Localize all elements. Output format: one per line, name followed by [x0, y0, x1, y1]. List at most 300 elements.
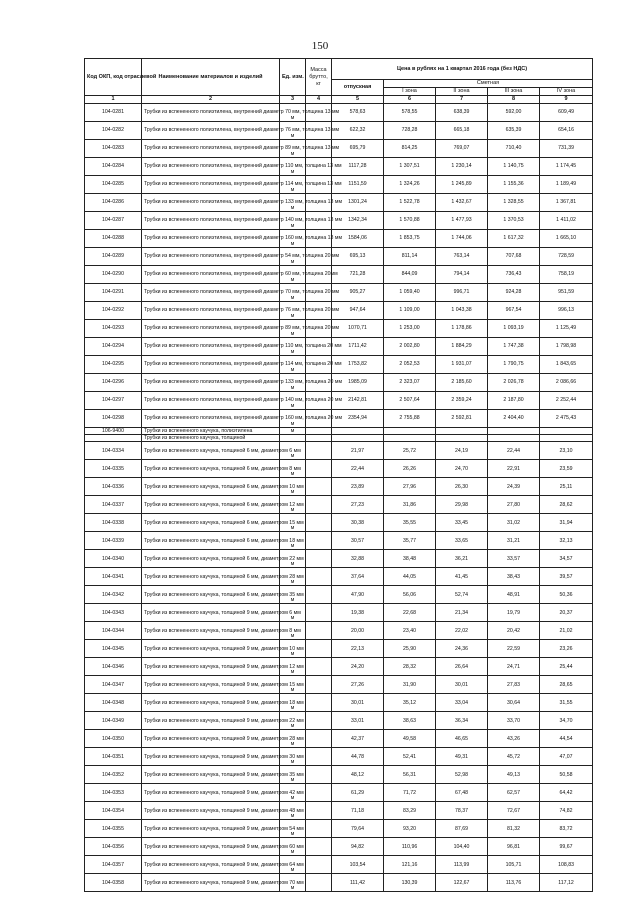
- row-zone-1-price: 2 002,80: [384, 338, 436, 356]
- row-unit: м: [280, 230, 306, 248]
- row-zone-3-price: 96,81: [488, 838, 540, 856]
- row-zone-2-price: 104,40: [436, 838, 488, 856]
- row-code: 104-0341: [85, 568, 142, 586]
- table-row: [85, 730, 593, 748]
- row-zone-4-price: 1 125,49: [540, 320, 593, 338]
- table-row: [85, 194, 593, 212]
- table-row: [85, 622, 593, 640]
- col-number: 4: [306, 96, 332, 104]
- row-release-price: 71,18: [332, 802, 384, 820]
- row-zone-1-price: 27,96: [384, 478, 436, 496]
- row-release-price: 103,54: [332, 856, 384, 874]
- row-code: 104-0289: [85, 248, 142, 266]
- row-mass: [306, 478, 332, 496]
- row-zone-4-price: 1 367,81: [540, 194, 593, 212]
- row-name: Трубки из вспененного каучука, толщиной 9 мм, диаметром 28 мм: [142, 730, 280, 748]
- row-zone-2-price: 665,18: [436, 122, 488, 140]
- row-zone-2-price: [436, 428, 488, 435]
- row-unit: м: [280, 604, 306, 622]
- row-zone-3-price: 1 370,53: [488, 212, 540, 230]
- row-release-price: 30,01: [332, 694, 384, 712]
- table-row: [85, 374, 593, 392]
- row-release-price: 578,63: [332, 104, 384, 122]
- row-zone-1-price: 23,40: [384, 622, 436, 640]
- row-zone-2-price: 1 043,38: [436, 302, 488, 320]
- row-release-price: [332, 428, 384, 435]
- row-code: 104-0298: [85, 410, 142, 428]
- row-zone-3-price: 48,91: [488, 586, 540, 604]
- row-zone-4-price: 1 174,45: [540, 158, 593, 176]
- row-mass: [306, 784, 332, 802]
- row-zone-3-price: 38,43: [488, 568, 540, 586]
- row-name: Трубки из вспененного полиэтилена, внутренний диаметр 160 мм, толщина 20 мм: [142, 410, 280, 428]
- row-unit: м: [280, 874, 306, 892]
- row-zone-1-price: 844,09: [384, 266, 436, 284]
- table-row: [85, 212, 593, 230]
- row-zone-1-price: 1 059,40: [384, 284, 436, 302]
- row-zone-2-price: 26,30: [436, 478, 488, 496]
- header-mass: Масса брутто, кг: [306, 59, 332, 96]
- row-zone-4-price: 34,57: [540, 550, 593, 568]
- row-name: Трубки из вспененного каучука, толщиной 9 мм, диаметром 6 мм: [142, 604, 280, 622]
- row-unit: м: [280, 586, 306, 604]
- row-name: Трубки из вспененного каучука, толщиной 9 мм, диаметром 12 мм: [142, 658, 280, 676]
- row-code: 104-0348: [85, 694, 142, 712]
- row-zone-3-price: 2 404,40: [488, 410, 540, 428]
- header-estimate: Сметная: [384, 80, 593, 88]
- row-zone-1-price: 2 755,88: [384, 410, 436, 428]
- row-code: 104-0356: [85, 838, 142, 856]
- row-zone-2-price: 33,65: [436, 532, 488, 550]
- row-zone-1-price: 49,58: [384, 730, 436, 748]
- col-number: 6: [384, 96, 436, 104]
- row-zone-3-price: 62,57: [488, 784, 540, 802]
- row-zone-4-price: 23,59: [540, 460, 593, 478]
- row-name: Трубки из вспененного полиэтилена, внутренний диаметр 76 мм, толщина 20 мм: [142, 302, 280, 320]
- row-zone-4-price: 1 843,65: [540, 356, 593, 374]
- row-zone-2-price: 2 359,24: [436, 392, 488, 410]
- row-zone-3-price: 1 617,32: [488, 230, 540, 248]
- row-zone-3-price: 924,28: [488, 284, 540, 302]
- row-zone-2-price: 1 931,07: [436, 356, 488, 374]
- row-zone-4-price: 25,44: [540, 658, 593, 676]
- row-zone-1-price: 578,55: [384, 104, 436, 122]
- row-unit: м: [280, 266, 306, 284]
- table-row: [85, 820, 593, 838]
- row-release-price: 30,38: [332, 514, 384, 532]
- row-unit: м: [280, 284, 306, 302]
- row-release-price: 44,78: [332, 748, 384, 766]
- row-code: 104-0335: [85, 460, 142, 478]
- row-code: 104-0358: [85, 874, 142, 892]
- row-zone-3-price: 2 187,80: [488, 392, 540, 410]
- row-zone-2-price: [436, 435, 488, 442]
- row-code: 104-0291: [85, 284, 142, 302]
- row-release-price: 2142,81: [332, 392, 384, 410]
- row-mass: [306, 532, 332, 550]
- row-zone-1-price: [384, 435, 436, 442]
- header-zone-3: III зона: [488, 88, 540, 96]
- row-zone-4-price: 74,82: [540, 802, 593, 820]
- row-zone-2-price: 996,71: [436, 284, 488, 302]
- row-name: Трубки из вспененного полиэтилена, внутренний диаметр 140 мм, толщина 20 мм: [142, 392, 280, 410]
- row-code: 104-0357: [85, 856, 142, 874]
- row-name: Трубки из вспененного полиэтилена, внутренний диаметр 70 мм, толщина 20 мм: [142, 284, 280, 302]
- row-name: Трубки из вспененного каучука, толщиной 6 мм, диаметром 8 мм: [142, 460, 280, 478]
- row-code: 104-0293: [85, 320, 142, 338]
- row-zone-4-price: 83,72: [540, 820, 593, 838]
- row-code: 104-0283: [85, 140, 142, 158]
- row-zone-4-price: 64,42: [540, 784, 593, 802]
- row-zone-2-price: 1 432,67: [436, 194, 488, 212]
- row-name: Трубки из вспененного полиэтилена, внутренний диаметр 60 мм, толщина 20мм: [142, 266, 280, 284]
- row-zone-3-price: 592,00: [488, 104, 540, 122]
- table-row: [85, 712, 593, 730]
- row-zone-4-price: 117,12: [540, 874, 593, 892]
- row-zone-2-price: 26,64: [436, 658, 488, 676]
- table-row: [85, 248, 593, 266]
- row-zone-1-price: 1 853,75: [384, 230, 436, 248]
- row-name: Трубки из вспененного полиэтилена, внутренний диаметр 140 мм, толщина 13 мм: [142, 212, 280, 230]
- row-release-price: 27,23: [332, 496, 384, 514]
- row-code: 104-0340: [85, 550, 142, 568]
- row-zone-4-price: 31,94: [540, 514, 593, 532]
- row-mass: [306, 766, 332, 784]
- row-zone-1-price: 1 253,00: [384, 320, 436, 338]
- row-unit: м: [280, 338, 306, 356]
- row-mass: [306, 568, 332, 586]
- header-unit: Ед. изм.: [280, 59, 306, 96]
- row-zone-1-price: 31,86: [384, 496, 436, 514]
- row-zone-4-price: 47,07: [540, 748, 593, 766]
- row-zone-4-price: [540, 435, 593, 442]
- row-release-price: 111,42: [332, 874, 384, 892]
- header-zone-2: II зона: [436, 88, 488, 96]
- row-zone-4-price: 50,36: [540, 586, 593, 604]
- header-price-group: Цена в рублях на 1 квартал 2016 года (без НДС): [332, 59, 593, 80]
- row-zone-4-price: 2 475,43: [540, 410, 593, 428]
- table-row: [85, 784, 593, 802]
- col-number: 2: [142, 96, 280, 104]
- row-unit: м: [280, 392, 306, 410]
- row-zone-3-price: 22,59: [488, 640, 540, 658]
- row-zone-2-price: 36,21: [436, 550, 488, 568]
- col-number: 7: [436, 96, 488, 104]
- row-zone-4-price: 50,58: [540, 766, 593, 784]
- row-unit: м: [280, 140, 306, 158]
- row-mass: [306, 712, 332, 730]
- row-zone-3-price: 1 155,36: [488, 176, 540, 194]
- row-name: Трубки из вспененного каучука, толщиной 6 мм, диаметром 28 мм: [142, 568, 280, 586]
- row-name: Трубки из вспененного каучука, толщиной 9 мм, диаметром 42 мм: [142, 784, 280, 802]
- row-mass: [306, 496, 332, 514]
- table-row: [85, 874, 593, 892]
- row-unit: м: [280, 514, 306, 532]
- row-zone-1-price: 1 109,00: [384, 302, 436, 320]
- row-zone-2-price: 78,37: [436, 802, 488, 820]
- row-unit: м: [280, 730, 306, 748]
- row-zone-4-price: 34,70: [540, 712, 593, 730]
- row-release-price: 37,64: [332, 568, 384, 586]
- row-zone-4-price: 28,65: [540, 676, 593, 694]
- row-name: Трубки из вспененного каучука, толщиной 9 мм, диаметром 60 мм: [142, 838, 280, 856]
- row-name: Трубки из вспененного полиэтилена, внутренний диаметр 110 мм, толщина 13 мм: [142, 158, 280, 176]
- row-release-price: 947,64: [332, 302, 384, 320]
- row-zone-3-price: 45,72: [488, 748, 540, 766]
- row-zone-1-price: 71,72: [384, 784, 436, 802]
- row-mass: [306, 820, 332, 838]
- row-zone-3-price: 707,68: [488, 248, 540, 266]
- row-zone-4-price: 20,37: [540, 604, 593, 622]
- row-unit: м: [280, 766, 306, 784]
- row-name: Трубки из вспененного каучука, толщиной 9 мм, диаметром 70 мм: [142, 874, 280, 892]
- row-release-price: 1151,59: [332, 176, 384, 194]
- row-zone-3-price: 22,91: [488, 460, 540, 478]
- row-unit: м: [280, 158, 306, 176]
- row-zone-3-price: 1 790,75: [488, 356, 540, 374]
- row-release-price: 22,44: [332, 460, 384, 478]
- row-zone-2-price: 794,14: [436, 266, 488, 284]
- row-zone-1-price: 56,31: [384, 766, 436, 784]
- row-code: 104-0284: [85, 158, 142, 176]
- table-row: [85, 435, 593, 442]
- row-mass: [306, 748, 332, 766]
- table-row: [85, 478, 593, 496]
- row-zone-2-price: 30,01: [436, 676, 488, 694]
- row-unit: м: [280, 568, 306, 586]
- row-release-price: 24,20: [332, 658, 384, 676]
- row-zone-3-price: 1 328,55: [488, 194, 540, 212]
- row-zone-1-price: 811,14: [384, 248, 436, 266]
- row-name: Трубки из вспененного каучука, толщиной 9 мм, диаметром 54 мм: [142, 820, 280, 838]
- table-row: [85, 586, 593, 604]
- row-zone-2-price: 41,45: [436, 568, 488, 586]
- row-zone-3-price: 22,44: [488, 442, 540, 460]
- row-zone-4-price: 21,02: [540, 622, 593, 640]
- row-zone-2-price: 22,02: [436, 622, 488, 640]
- row-release-price: 695,13: [332, 248, 384, 266]
- row-name: Трубки из вспененного каучука, толщиной 9 мм, диаметром 48 мм: [142, 802, 280, 820]
- row-release-price: 79,64: [332, 820, 384, 838]
- row-unit: м: [280, 712, 306, 730]
- col-number: 9: [540, 96, 593, 104]
- row-release-price: 721,28: [332, 266, 384, 284]
- row-mass: [306, 640, 332, 658]
- row-zone-1-price: 1 324,26: [384, 176, 436, 194]
- row-name: Трубки из вспененного полиэтилена, внутренний диаметр 76 мм, толщина 13 мм: [142, 122, 280, 140]
- table-row: [85, 658, 593, 676]
- row-release-price: 32,88: [332, 550, 384, 568]
- row-code: 104-0294: [85, 338, 142, 356]
- header-zone-1: I зона: [384, 88, 436, 96]
- row-zone-3-price: 31,02: [488, 514, 540, 532]
- header-code: Код ОКП, код отраслевой: [85, 59, 142, 96]
- row-mass: [306, 514, 332, 532]
- row-zone-2-price: 24,36: [436, 640, 488, 658]
- row-unit: м: [280, 460, 306, 478]
- row-name: Трубки из вспененного полиэтилена, внутренний диаметр 114 мм, толщина 13 мм: [142, 176, 280, 194]
- row-name: Трубки из вспененного каучука, толщиной 6 мм, диаметром 22 мм: [142, 550, 280, 568]
- row-release-price: [332, 435, 384, 442]
- row-zone-4-price: 1 411,02: [540, 212, 593, 230]
- row-zone-4-price: 23,10: [540, 442, 593, 460]
- row-name: Трубки из вспененного каучука, толщиной 6 мм, диаметром 15 мм: [142, 514, 280, 532]
- table-row: [85, 356, 593, 374]
- row-zone-1-price: 130,39: [384, 874, 436, 892]
- row-unit: м: [280, 478, 306, 496]
- row-zone-3-price: 113,76: [488, 874, 540, 892]
- row-mass: [306, 856, 332, 874]
- row-zone-1-price: 44,05: [384, 568, 436, 586]
- table-row: [85, 802, 593, 820]
- row-zone-2-price: 1 744,06: [436, 230, 488, 248]
- row-name: Трубки из вспененного каучука, толщиной 9 мм, диаметром 15 мм: [142, 676, 280, 694]
- row-unit: м: [280, 856, 306, 874]
- row-unit: м: [280, 694, 306, 712]
- row-mass: [306, 435, 332, 442]
- table-row: [85, 122, 593, 140]
- row-release-price: 42,37: [332, 730, 384, 748]
- row-mass: [306, 550, 332, 568]
- row-zone-1-price: 56,06: [384, 586, 436, 604]
- row-name: Трубки из вспененного полиэтилена, внутренний диаметр 133 мм, толщина 13 мм: [142, 194, 280, 212]
- row-zone-3-price: 24,71: [488, 658, 540, 676]
- row-zone-4-price: 654,16: [540, 122, 593, 140]
- table-row: [85, 460, 593, 478]
- row-release-price: 33,01: [332, 712, 384, 730]
- row-zone-1-price: 1 522,78: [384, 194, 436, 212]
- row-mass: [306, 802, 332, 820]
- row-zone-3-price: 736,43: [488, 266, 540, 284]
- row-code: 104-0288: [85, 230, 142, 248]
- row-release-price: 23,89: [332, 478, 384, 496]
- row-zone-2-price: 1 477,93: [436, 212, 488, 230]
- row-code: 104-0352: [85, 766, 142, 784]
- table-row: [85, 176, 593, 194]
- row-zone-3-price: 967,54: [488, 302, 540, 320]
- row-zone-1-price: 31,90: [384, 676, 436, 694]
- table-row: [85, 676, 593, 694]
- row-code: 106-9400: [85, 428, 142, 435]
- row-zone-2-price: 33,45: [436, 514, 488, 532]
- row-zone-4-price: 758,19: [540, 266, 593, 284]
- row-name: Трубки из вспененного каучука, толщиной 6 мм, диаметром 18 мм: [142, 532, 280, 550]
- row-zone-3-price: 27,80: [488, 496, 540, 514]
- row-zone-2-price: 113,99: [436, 856, 488, 874]
- row-zone-3-price: 105,71: [488, 856, 540, 874]
- col-number: 1: [85, 96, 142, 104]
- table-row: [85, 410, 593, 428]
- row-zone-4-price: 44,54: [540, 730, 593, 748]
- row-zone-2-price: 52,98: [436, 766, 488, 784]
- row-zone-2-price: 33,04: [436, 694, 488, 712]
- row-name: Трубки из вспененного полиэтилена, внутренний диаметр 89 мм, толщина 13 мм: [142, 140, 280, 158]
- row-code: 104-0336: [85, 478, 142, 496]
- row-name: Трубки из вспененного каучука, толщиной 9 мм, диаметром 30 мм: [142, 748, 280, 766]
- table-row: [85, 550, 593, 568]
- row-zone-1-price: 1 307,51: [384, 158, 436, 176]
- row-zone-3-price: 72,67: [488, 802, 540, 820]
- row-zone-1-price: 38,48: [384, 550, 436, 568]
- row-code: 104-0342: [85, 586, 142, 604]
- row-zone-1-price: 35,55: [384, 514, 436, 532]
- row-code: 104-0345: [85, 640, 142, 658]
- row-mass: [306, 604, 332, 622]
- row-mass: [306, 838, 332, 856]
- row-name: Трубки из вспененного каучука, толщиной 6 мм, диаметром 10 мм: [142, 478, 280, 496]
- row-zone-4-price: 39,57: [540, 568, 593, 586]
- row-release-price: 27,26: [332, 676, 384, 694]
- row-unit: м: [280, 496, 306, 514]
- col-number: 5: [332, 96, 384, 104]
- table-row: [85, 496, 593, 514]
- row-code: 104-0285: [85, 176, 142, 194]
- row-zone-4-price: 996,13: [540, 302, 593, 320]
- row-unit: м: [280, 784, 306, 802]
- row-unit: м: [280, 248, 306, 266]
- row-code: 104-0334: [85, 442, 142, 460]
- table-row: [85, 748, 593, 766]
- row-release-price: 622,32: [332, 122, 384, 140]
- row-unit: м: [280, 532, 306, 550]
- row-zone-1-price: 25,90: [384, 640, 436, 658]
- table-row: [85, 514, 593, 532]
- row-zone-2-price: 1 178,86: [436, 320, 488, 338]
- row-name: Трубки из вспененного каучука, толщиной: [142, 435, 280, 442]
- row-code: 104-0286: [85, 194, 142, 212]
- header-name: Наименование материалов и изделий: [142, 59, 280, 96]
- row-zone-3-price: 710,40: [488, 140, 540, 158]
- row-unit: м: [280, 212, 306, 230]
- row-zone-2-price: 67,48: [436, 784, 488, 802]
- row-zone-4-price: 23,26: [540, 640, 593, 658]
- table-row: [85, 338, 593, 356]
- row-code: 104-0290: [85, 266, 142, 284]
- table-row: [85, 320, 593, 338]
- table-row: [85, 140, 593, 158]
- row-zone-4-price: 32,13: [540, 532, 593, 550]
- row-release-price: 22,13: [332, 640, 384, 658]
- row-zone-2-price: 21,34: [436, 604, 488, 622]
- row-name: Трубки из вспененного полиэтилена, внутренний диаметр 54 мм, толщина 20 мм: [142, 248, 280, 266]
- row-zone-3-price: 81,32: [488, 820, 540, 838]
- row-zone-2-price: 1 245,89: [436, 176, 488, 194]
- row-mass: [306, 676, 332, 694]
- row-unit: м: [280, 104, 306, 122]
- row-zone-4-price: 31,55: [540, 694, 593, 712]
- row-code: 104-0282: [85, 122, 142, 140]
- row-zone-3-price: 30,64: [488, 694, 540, 712]
- row-code: 104-0354: [85, 802, 142, 820]
- row-unit: [280, 435, 306, 442]
- row-name: Трубки из вспененного полиэтилена, внутренний диаметр 114 мм, толщина 20 мм: [142, 356, 280, 374]
- row-zone-1-price: 2 507,64: [384, 392, 436, 410]
- row-zone-4-price: 951,59: [540, 284, 593, 302]
- row-release-price: 2354,94: [332, 410, 384, 428]
- row-unit: м: [280, 802, 306, 820]
- row-release-price: 695,79: [332, 140, 384, 158]
- row-zone-1-price: 814,25: [384, 140, 436, 158]
- column-number-row: [85, 96, 593, 104]
- row-unit: м: [280, 748, 306, 766]
- row-mass: [306, 874, 332, 892]
- row-zone-1-price: 83,29: [384, 802, 436, 820]
- row-name: Трубки из вспененного каучука, толщиной 6 мм, диаметром 35 мм: [142, 586, 280, 604]
- row-code: 104-0346: [85, 658, 142, 676]
- row-zone-2-price: 638,39: [436, 104, 488, 122]
- row-zone-2-price: 29,98: [436, 496, 488, 514]
- row-code: 104-0292: [85, 302, 142, 320]
